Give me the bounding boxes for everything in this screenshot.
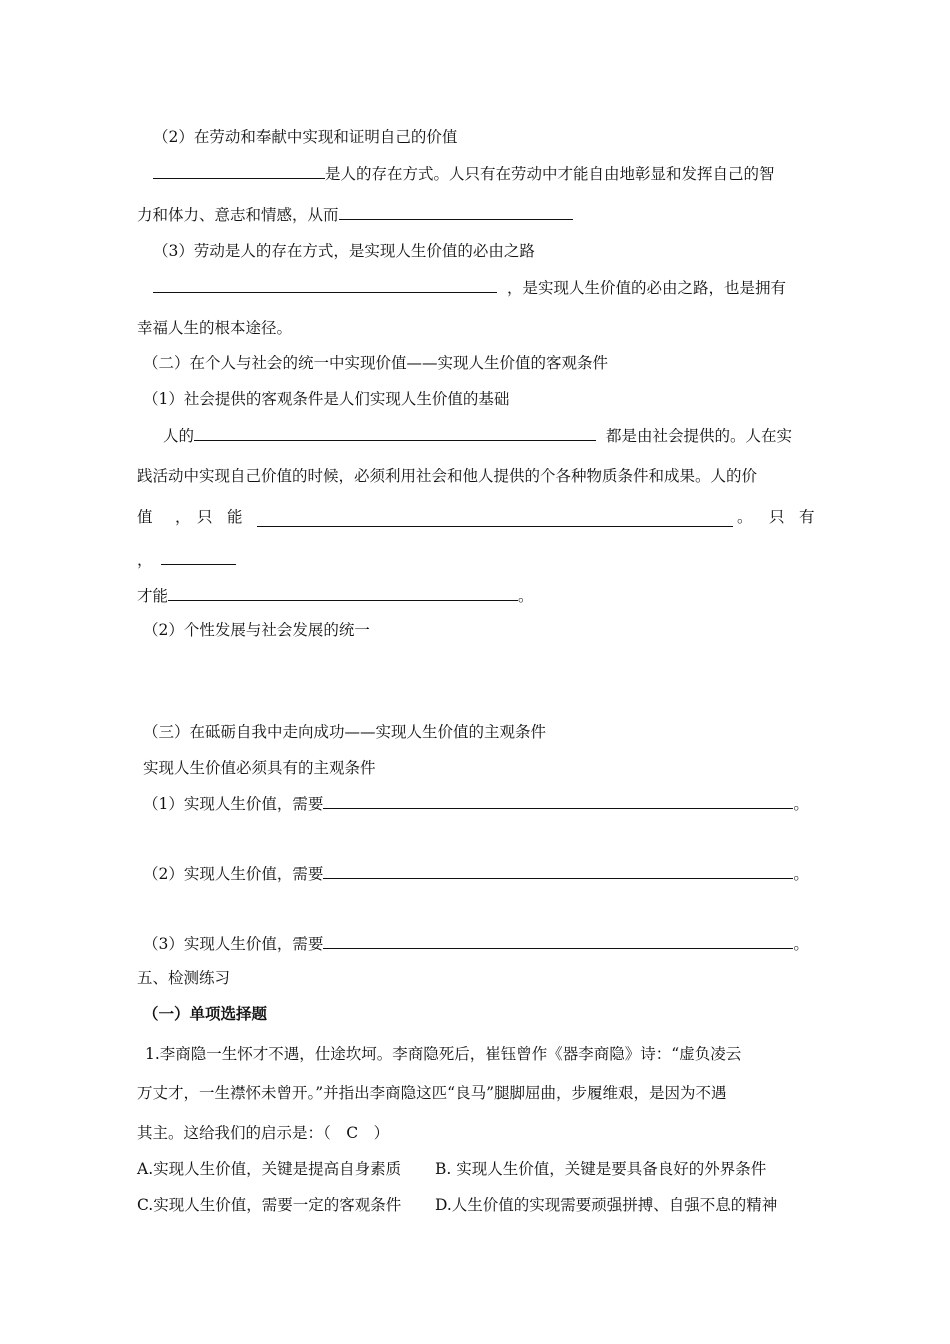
- item-end: 。: [793, 865, 809, 883]
- fill-blank[interactable]: [153, 276, 497, 293]
- subheading-2: （2）个性发展与社会发展的统一: [143, 621, 370, 639]
- fill-blank[interactable]: [153, 162, 325, 179]
- section-heading-5: 五、检测练习: [137, 969, 231, 987]
- item-end: 。: [793, 795, 809, 813]
- paragraph-text: ，: [137, 551, 153, 569]
- paragraph-text: 。: [518, 587, 534, 605]
- fill-blank[interactable]: [339, 203, 573, 220]
- item-label: （3）实现人生价值，需要: [143, 935, 324, 953]
- fill-blank[interactable]: [323, 862, 793, 879]
- paragraph-text: 是人的存在方式。人只有在劳动中才能自由地彰显和发挥自己的智: [325, 165, 775, 183]
- question-text: 万丈才，一生襟怀未曾开。”并指出李商隐这匹“良马”腿脚屈曲，步履维艰，是因为不遇: [137, 1084, 727, 1102]
- option-d: D.人生价值的实现需要顽强拼搏、自强不息的精神: [435, 1196, 778, 1214]
- paragraph-line: 践活动中实现自己价值的时候，必须利用社会和他人提供的个各种物质条件和成果。人的价: [137, 467, 758, 485]
- option-a: A.实现人生价值，关键是提高自身素质: [137, 1160, 402, 1178]
- paragraph-text: 才能: [137, 587, 169, 605]
- answer-line-1: [143, 792, 809, 815]
- paragraph-line: [163, 424, 792, 447]
- question-text: 1.李商隐一生怀才不遇，仕途坎坷。李商隐死后，崔钰曾作《器李商隐》诗：“虚负凌云: [145, 1045, 742, 1063]
- answer-line-2: [143, 862, 809, 885]
- question-text: 其主。这给我们的启示是：（ C ）: [137, 1124, 390, 1142]
- fill-blank[interactable]: [161, 548, 236, 565]
- paragraph-line: 幸福人生的根本途径。: [137, 319, 293, 337]
- paragraph-line: [137, 203, 573, 226]
- paragraph-text: 都是由社会提供的。人在实: [606, 427, 793, 445]
- paragraph-line: [153, 276, 786, 299]
- section-heading-2: （二）在个人与社会的统一中实现价值——实现人生价值的客观条件: [143, 354, 609, 372]
- section-heading-3: （三）在砥砺自我中走向成功——实现人生价值的主观条件: [143, 723, 547, 741]
- paragraph-text: 能: [227, 508, 243, 526]
- fill-blank[interactable]: [257, 510, 733, 527]
- question-type-heading: （一）单项选择题: [143, 1004, 268, 1023]
- paragraph-line: [153, 162, 775, 185]
- paragraph-text: 。: [737, 508, 753, 526]
- option-c: C.实现人生价值，需要一定的客观条件: [137, 1196, 402, 1214]
- paragraph-text: 人的: [163, 427, 195, 445]
- paragraph-line: [137, 584, 534, 607]
- subheading-1: （1）社会提供的客观条件是人们实现人生价值的基础: [143, 390, 510, 408]
- answer-line-3: [143, 932, 809, 955]
- fill-blank[interactable]: [323, 932, 793, 949]
- paragraph-text: ，: [175, 508, 191, 526]
- subheading-3: （3）劳动是人的存在方式，是实现人生价值的必由之路: [153, 242, 535, 260]
- paragraph-text: 只: [197, 508, 213, 526]
- item-label: （2）实现人生价值，需要: [143, 865, 324, 883]
- item-label: （1）实现人生价值，需要: [143, 795, 324, 813]
- subheading-2: （2）在劳动和奉献中实现和证明自己的价值: [153, 128, 458, 146]
- paragraph-text: ，是实现人生价值的必由之路，也是拥有: [507, 279, 787, 297]
- paragraph-text: 力和体力、意志和情感，从而: [137, 206, 339, 224]
- paragraph-text: 只: [769, 508, 785, 526]
- paragraph-text: 值: [137, 508, 153, 526]
- fill-blank[interactable]: [194, 424, 596, 441]
- paragraph-line: [137, 548, 236, 571]
- paragraph-text: 有: [799, 508, 815, 526]
- fill-blank[interactable]: [323, 792, 793, 809]
- subheading: 实现人生价值必须具有的主观条件: [143, 759, 376, 777]
- option-b: B. 实现人生价值，关键是要具备良好的外界条件: [435, 1160, 767, 1178]
- item-end: 。: [793, 935, 809, 953]
- fill-blank[interactable]: [168, 584, 518, 601]
